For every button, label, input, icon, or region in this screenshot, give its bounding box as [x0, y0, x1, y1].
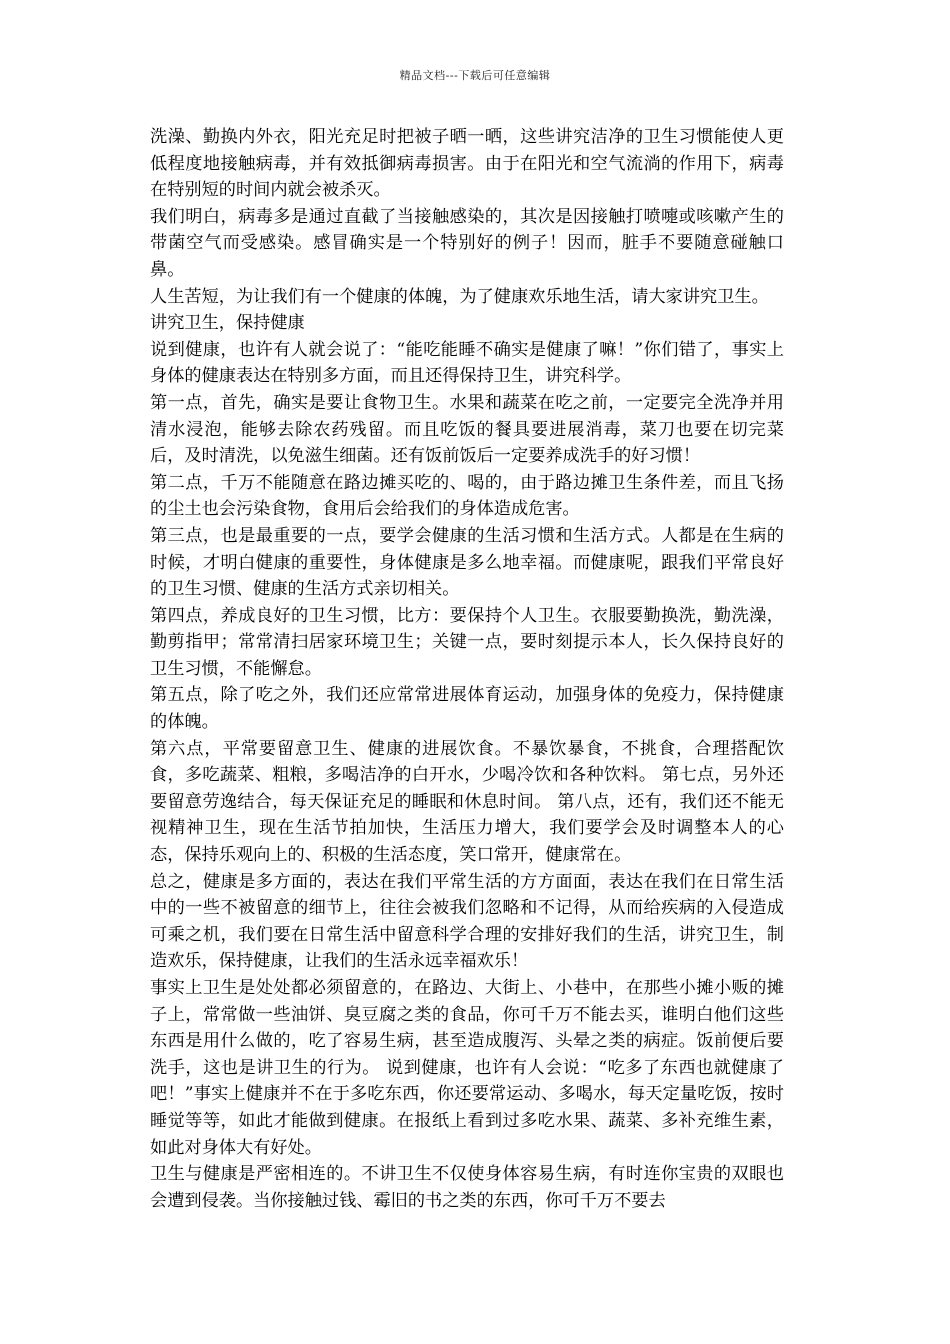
- paragraph: 卫生与健康是严密相连的。不讲卫生不仅使身体容易生病，有时连你宝贵的双眼也会遭到侵袭。当你接触过钱、霉旧的书之类的东西，你可千万不要去: [150, 1164, 784, 1211]
- paragraph: 我们明白，病毒多是通过直截了当接触感染的，其次是因接触打喷嚏或咳嗽产生的带菌空气而受感染。感冒确实是一个特别好的例子！因而，脏手不要随意碰触口鼻。: [150, 206, 784, 280]
- paragraph: 第二点，千万不能随意在路边摊买吃的、喝的，由于路边摊卫生条件差，而且飞扬的尘土也会污染食物，食用后会给我们的身体造成危害。: [150, 472, 784, 520]
- paragraph: 洗澡、勤换内外衣，阳光充足时把被子晒一晒，这些讲究洁净的卫生习惯能使人更低程度地接触病毒，并有效抵御病毒损害。由于在阳光和空气流淌的作用下，病毒在特别短的时间内就会被杀灭。: [150, 127, 784, 201]
- page-header: 精品文档---下载后可任意编辑: [399, 69, 551, 82]
- paragraph: 说到健康，也许有人就会说了：“能吃能睡不确实是健康了嘛！”你们错了，事实上身体的健康表达在特别多方面，而且还得保持卫生，讲究科学。: [150, 339, 784, 387]
- paragraph: 第五点，除了吃之外，我们还应常常进展体育运动，加强身体的免疫力，保持健康的体魄。: [150, 685, 784, 733]
- paragraph: 人生苦短，为让我们有一个健康的体魄，为了健康欢乐地生活，请大家讲究卫生。: [150, 286, 769, 307]
- paragraph: 第六点，平常要留意卫生、健康的进展饮食。不暴饮暴食，不挑食，合理搭配饮食，多吃蔬菜、粗粮，多喝洁净的白开水，少喝冷饮和各种饮料。 第七点，另外还要留意劳逸结合，每天保证充足的睡眠和休息时间。 第八点，还有，我们还不能无视精神卫生，现在生活节拍加快，生活压力增大，我们要学会及时调整本人的心态，保持乐观向上的、积极的生活态度，笑口常开，健康常在。: [150, 738, 784, 866]
- paragraph: 第四点，养成良好的卫生习惯，比方：要保持个人卫生。衣服要勤换洗，勤洗澡，勤剪指甲；常常清扫居家环境卫生；关键一点，要时刻提示本人，长久保持良好的卫生习惯，不能懈怠。: [150, 605, 784, 679]
- paragraph: 第三点，也是最重要的一点，要学会健康的生活习惯和生活方式。人都是在生病的时候，才明白健康的重要性，身体健康是多么地幸福。而健康呢，跟我们平常良好的卫生习惯、健康的生活方式亲切相关。: [150, 525, 784, 600]
- section-heading: 讲究卫生，保持健康: [150, 313, 305, 334]
- paragraph: 事实上卫生是处处都必须留意的，在路边、大街上、小巷中，在那些小摊小贩的摊子上，常常做一些油饼、臭豆腐之类的食品，你可千万不能去买，谁明白他们这些东西是用什么做的，吃了容易生病，甚至造成腹泻、头晕之类的病症。饭前便后要洗手，这也是讲卫生的行为。 说到健康，也许有人会说：“吃多了东西也就健康了吧！”事实上健康并不在于多吃东西，你还要常运动、多喝水，每天定量吃饭，按时睡觉等等，如此才能做到健康。在报纸上看到过多吃水果、蔬菜、多补充维生素，如此对身体大有好处。: [150, 978, 784, 1158]
- paragraph: 总之，健康是多方面的，表达在我们平常生活的方方面面，表达在我们在日常生活中的一些不被留意的细节上，往往会被我们忽略和不记得，从而给疾病的入侵造成可乘之机，我们要在日常生活中留意科学合理的安排好我们的生活，讲究卫生，制造欢乐，保持健康，让我们的生活永远幸福欢乐！: [150, 871, 784, 972]
- paragraph: 第一点，首先，确实是要让食物卫生。水果和蔬菜在吃之前，一定要完全洗净并用清水浸泡，能够去除农药残留。而且吃饭的餐具要进展消毒，菜刀也要在切完菜后，及时清洗，以免滋生细菌。还有饭前饭后一定要养成洗手的好习惯！: [150, 392, 784, 467]
- document-body: [150, 124, 784, 1214]
